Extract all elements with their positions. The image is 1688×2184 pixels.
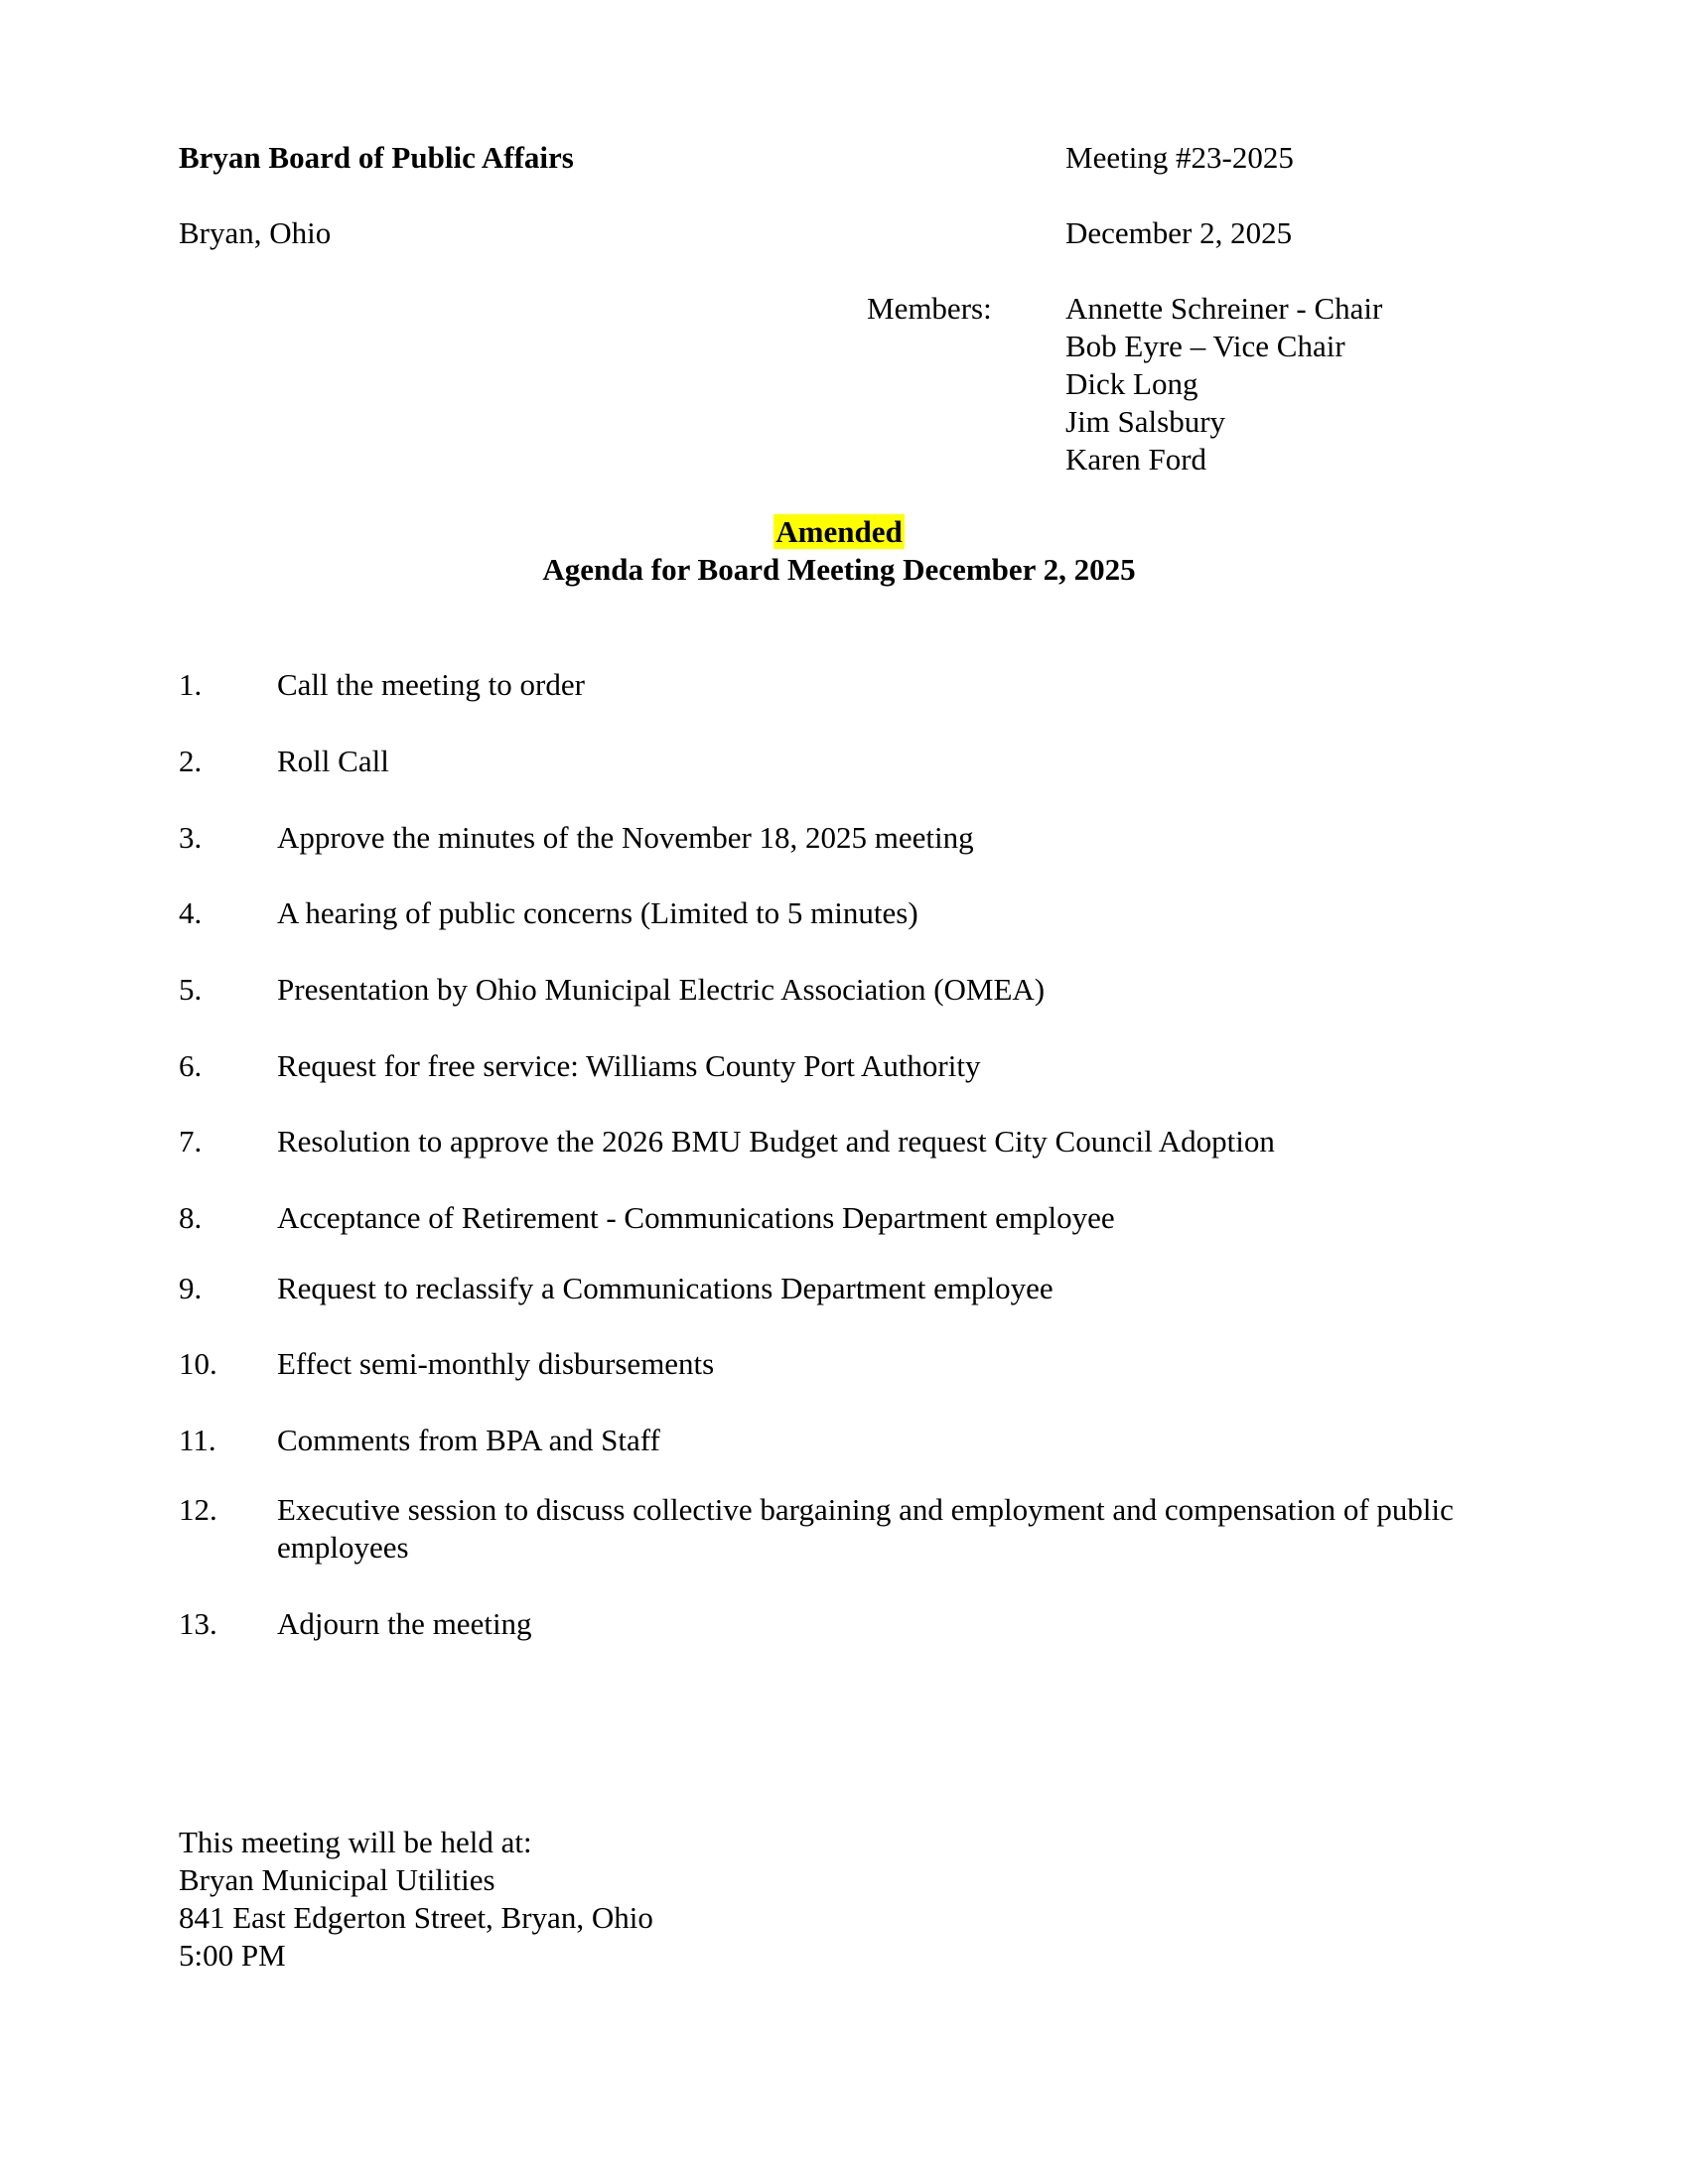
agenda-item-number: 4. [179,895,203,930]
footer-intro: This meeting will be held at: [179,1825,532,1859]
agenda-item-number: 5. [179,972,203,1007]
members-label: Members: [867,291,992,326]
organization-name: Bryan Board of Public Affairs [179,140,574,175]
agenda-item-number: 7. [179,1124,203,1159]
meeting-date: December 2, 2025 [1065,215,1293,250]
agenda-item-text: Effect semi-monthly disbursements [277,1346,715,1381]
agenda-item-text: Acceptance of Retirement - Communications Department employee [277,1200,1115,1235]
agenda-item-text: Presentation by Ohio Municipal Electric Association (OMEA) [277,972,1046,1007]
agenda-item-number: 2. [179,744,203,778]
agenda-title: Agenda for Board Meeting December 2, 2025 [542,552,1136,587]
member-name: Annette Schreiner - Chair [1065,291,1383,326]
agenda-item-number: 1. [179,667,203,702]
meeting-number: Meeting #23-2025 [1065,140,1294,175]
agenda-item-number: 6. [179,1048,203,1083]
agenda-item-text: A hearing of public concerns (Limited to 5 minutes) [277,895,918,930]
members-list [1065,290,1382,478]
agenda-item-text: Resolution to approve the 2026 BMU Budget and request City Council Adoption [277,1124,1275,1159]
member-name: Karen Ford [1065,442,1207,477]
agenda-item-text: Comments from BPA and Staff [277,1423,660,1457]
agenda-item-number: 13. [179,1606,217,1641]
meeting-location-footer [179,1824,653,1975]
agenda-item-text: Request for free service: Williams County Port Authority [277,1048,981,1083]
agenda-item-number: 11. [179,1423,216,1457]
amended-badge: Amended [775,514,903,549]
agenda-item-text: Adjourn the meeting [277,1606,532,1641]
agenda-item-number: 12. [179,1492,217,1527]
footer-venue: Bryan Municipal Utilities [179,1862,495,1897]
member-name: Jim Salsbury [1065,404,1226,439]
agenda-item-text: Roll Call [277,744,389,778]
agenda-item-text: Request to reclassify a Communications Department employee [277,1271,1054,1305]
agenda-item-text: Approve the minutes of the November 18, 2025 meeting [277,820,974,855]
member-name: Dick Long [1065,366,1198,401]
agenda-item-number: 8. [179,1200,203,1235]
footer-address: 841 East Edgerton Street, Bryan, Ohio [179,1900,653,1935]
location: Bryan, Ohio [179,215,332,250]
agenda-item-number: 3. [179,820,203,855]
footer-time: 5:00 PM [179,1938,286,1973]
agenda-item-number: 10. [179,1346,217,1381]
agenda-item-number: 9. [179,1271,203,1305]
agenda-item-text: Executive session to discuss collective bargaining and employment and compensation of public employees [277,1492,1454,1565]
agenda-item-text: Call the meeting to order [277,667,585,702]
member-name: Bob Eyre – Vice Chair [1065,329,1345,363]
agenda-heading [0,513,1678,589]
